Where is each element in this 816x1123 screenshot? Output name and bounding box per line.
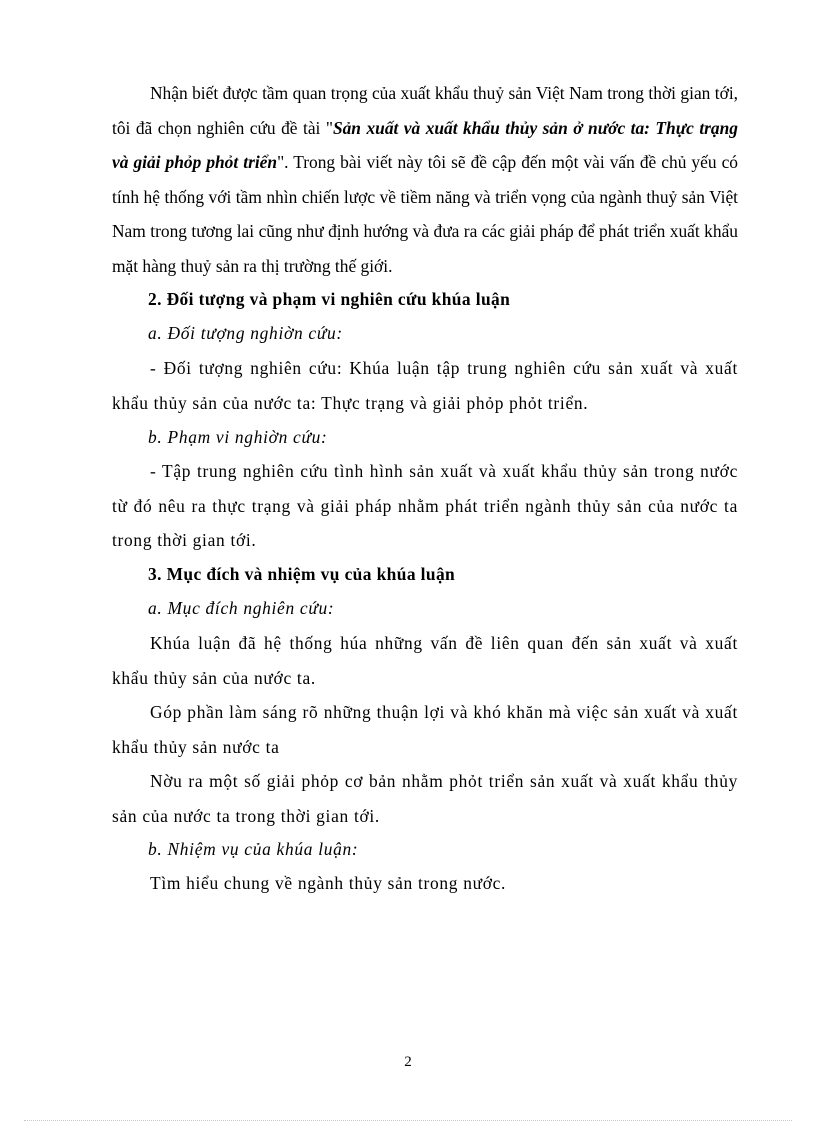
section-3a-paragraph-2: Góp phần làm sáng rõ những thuận lợi và khó khăn mà việc sản xuất và xuất khẩu thủy sản nước ta [112,702,738,757]
section-3a-paragraph-3: Nờu ra một số giải phỏp cơ bản nhằm phỏt triển sản xuất và xuất khẩu thủy sản của nước ta trong thời gian tới. [112,771,738,826]
page-bottom-divider [24,1120,792,1121]
section-3-heading: 3. Mục đích và nhiệm vụ của khúa luận [148,564,456,584]
intro-text-part1: Nhận biết được tầm quan trọng của xuất khẩu thuỷ sản Việt Nam trong thời gian tới, tôi đã chọn nghiên cứu đề tài " [112,83,738,138]
section-2b-paragraph: - Tập trung nghiên cứu tình hình sản xuất và xuất khẩu thủy sản trong nước từ đó nêu ra thực trạng và giải pháp nhằm phát triển ngành thủy sản của nước ta trong thời gian tới. [112,461,738,550]
section-2a-subheading: a. Đối tượng nghiờn cứu: [148,323,343,343]
intro-paragraph [112,76,738,283]
section-2b-subheading: b. Phạm vi nghiờn cứu: [148,427,328,447]
section-3a-paragraph-1: Khúa luận đã hệ thống húa những vấn đề liên quan đến sản xuất và xuất khẩu thủy sản của nước ta. [112,633,738,688]
intro-text-part2: ". Trong bài viết này tôi sẽ đề cập đến một vài vấn đề chủ yếu có tính hệ thống với tầm nhìn chiến lược về tiềm năng và triển vọng của ngành thuỷ sản Việt Nam trong tương lai cũng như định hướng và đưa ra các giải pháp để phát triển xuất khẩu mặt hàng thuỷ sản ra thị trường thế giới. [112,152,738,276]
section-2a-paragraph: - Đối tượng nghiên cứu: Khúa luận tập trung nghiên cứu sản xuất và xuất khẩu thủy sản của nước ta: Thực trạng và giải phỏp phỏt triển. [112,358,738,413]
section-3b-subheading: b. Nhiệm vụ của khúa luận: [148,839,359,859]
section-2-heading: 2. Đối tượng và phạm vi nghiên cứu khúa luận [148,289,511,309]
section-3a-subheading: a. Mục đích nghiên cứu: [148,598,335,618]
thesis-title: Sản xuất và xuất khẩu thủy sản ở nước ta: Thực trạng và giải phỏp phỏt triển [112,117,738,172]
page-number: 2 [404,1054,412,1070]
section-3b-paragraph-1: Tìm hiểu chung về ngành thủy sản trong nước. [150,873,507,893]
